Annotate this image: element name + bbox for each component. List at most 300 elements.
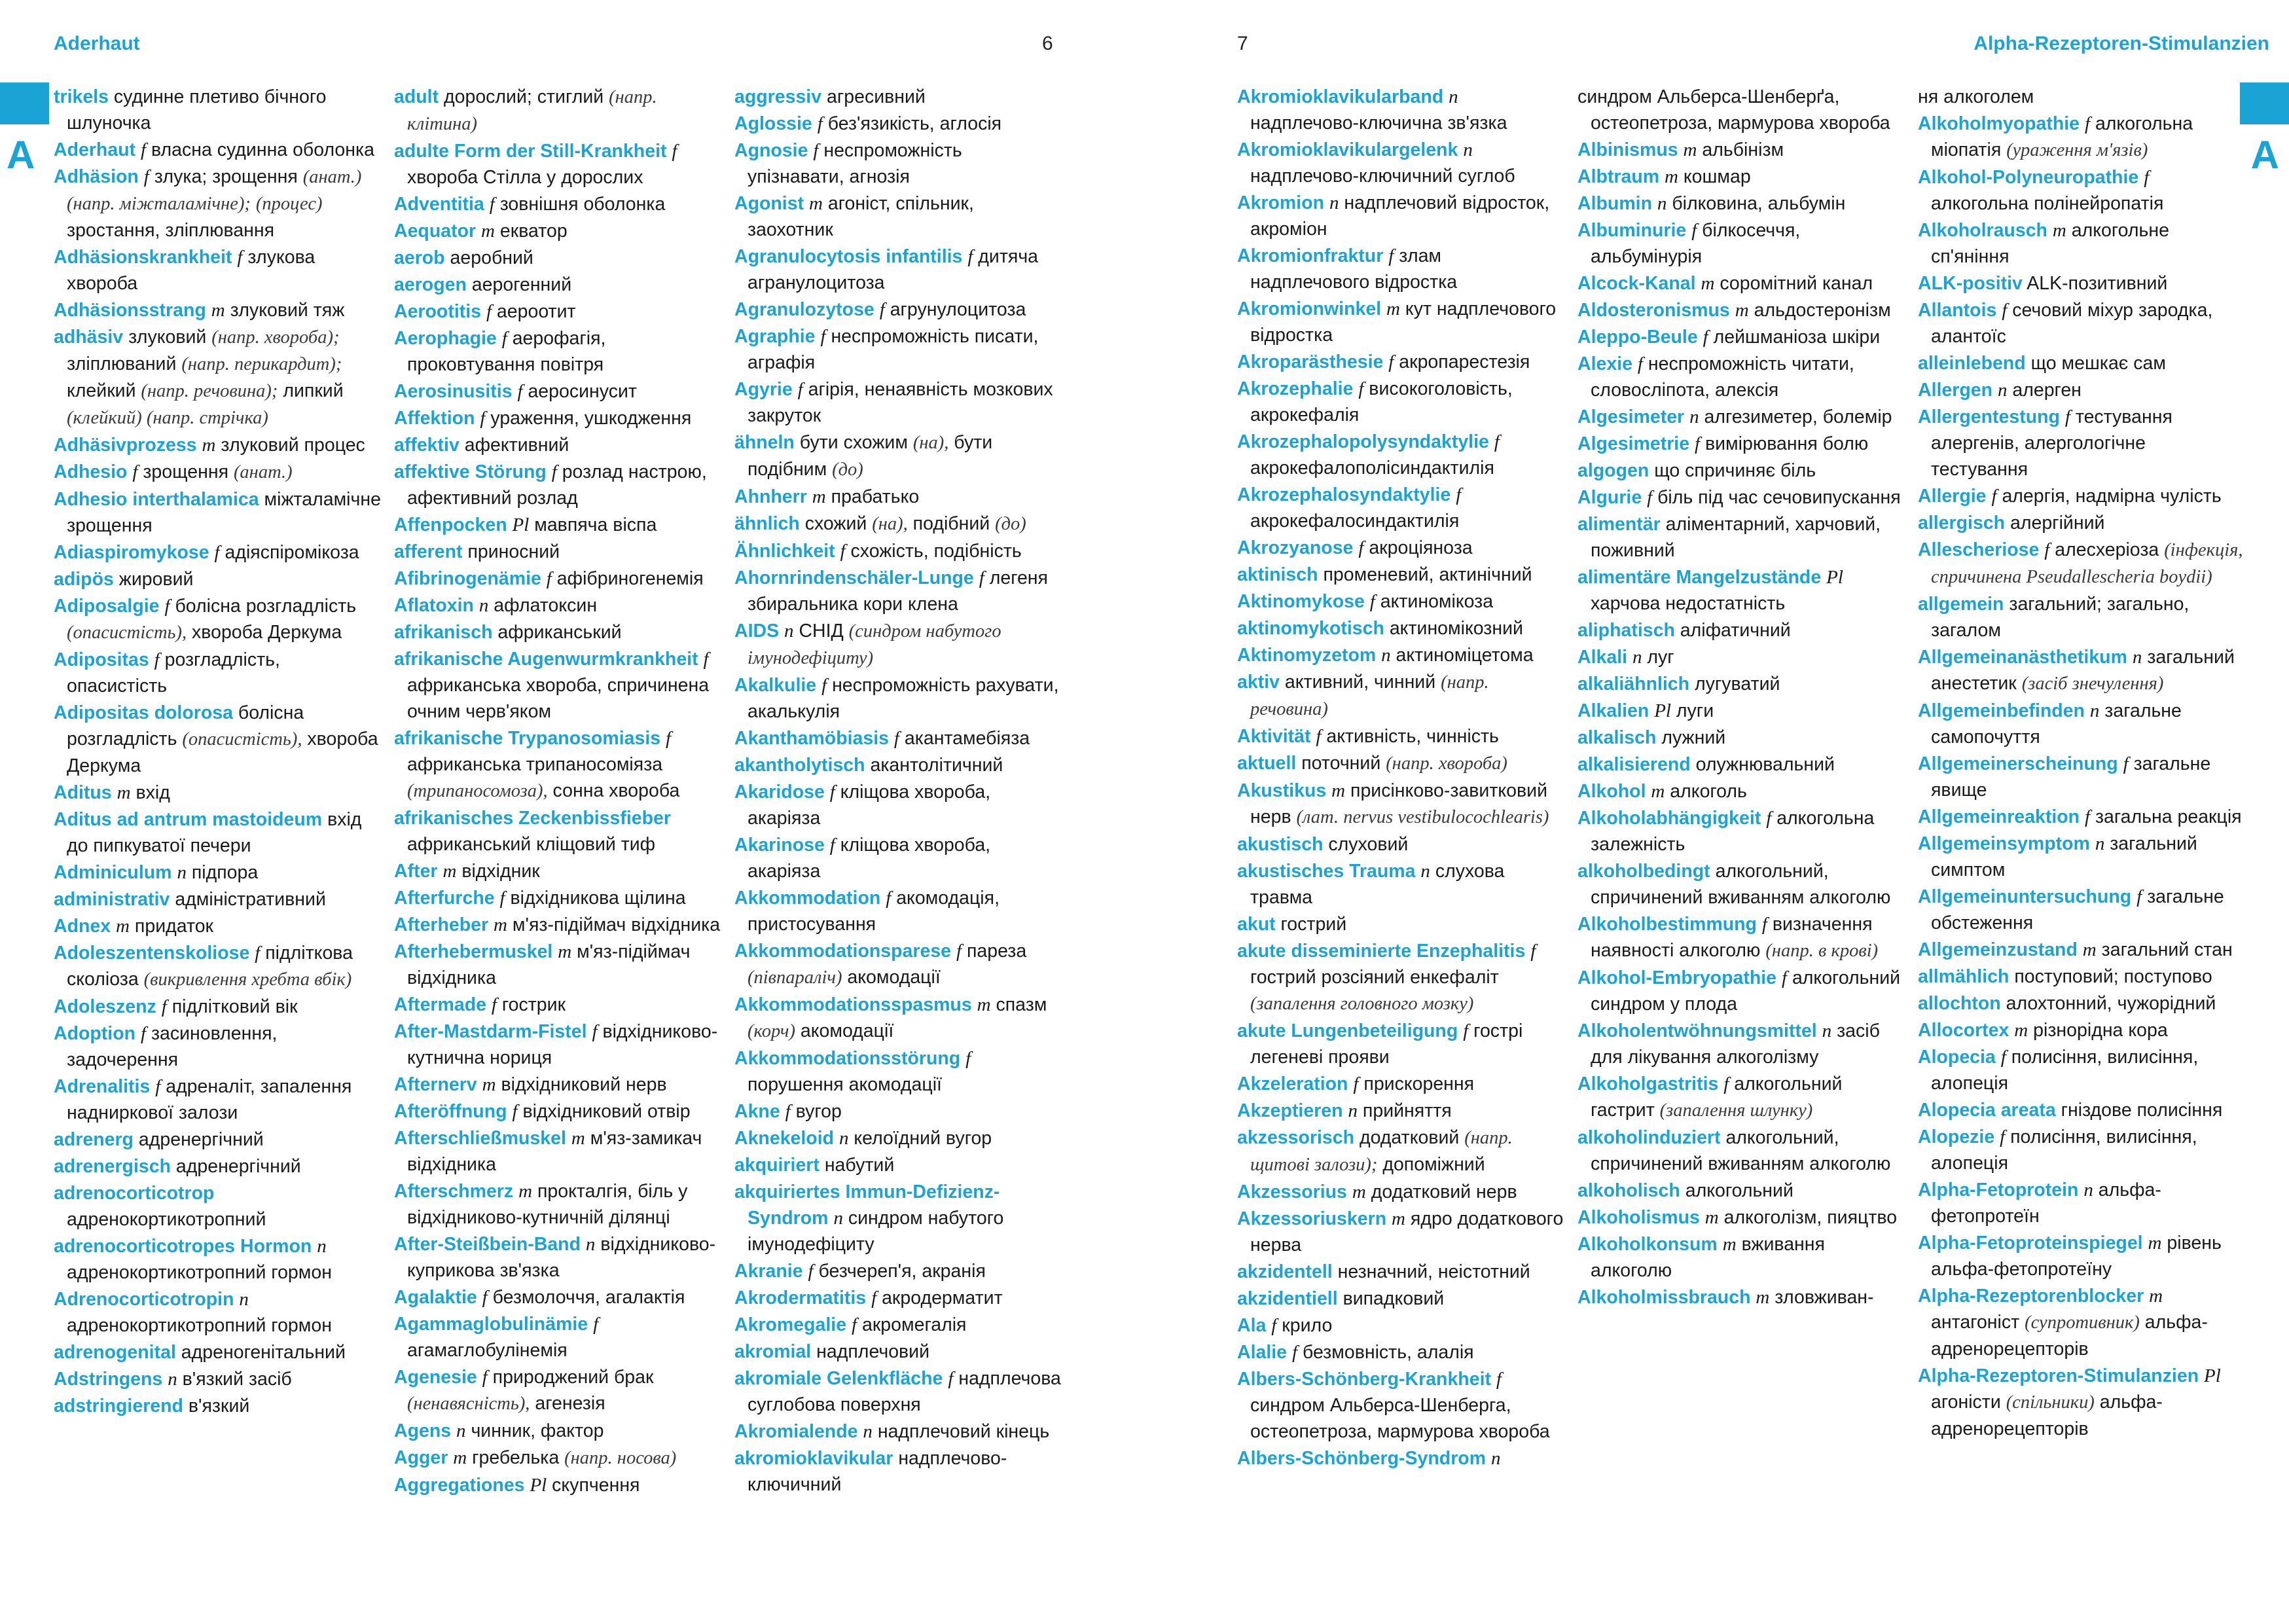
headword: Agyrie xyxy=(734,379,793,400)
dictionary-entry xyxy=(734,938,1062,991)
headword: Allantois xyxy=(1918,300,1997,321)
headword: aktiv xyxy=(1237,672,1280,693)
translation: незначний, неістотний xyxy=(1337,1261,1530,1282)
translation: відхідникова щілина xyxy=(510,888,686,909)
translation: аерогенний xyxy=(471,274,572,295)
translation: бути подібним xyxy=(748,432,993,480)
headword: Akranie xyxy=(734,1261,803,1282)
translation: алесхеріоза xyxy=(2055,539,2159,560)
headword: Akromialende xyxy=(734,1421,858,1442)
gender-marker: m xyxy=(2148,1233,2162,1254)
dictionary-entry xyxy=(54,1233,381,1286)
gender-marker: f xyxy=(1316,726,1322,747)
translation: природжений брак xyxy=(492,1367,654,1388)
gender-marker: f xyxy=(486,301,492,322)
translation: біль під час сечовипускання xyxy=(1657,487,1901,508)
translation: акантамебіяза xyxy=(904,728,1030,749)
gender-marker: f xyxy=(489,194,495,215)
dictionary-entry xyxy=(1237,349,1564,375)
usage-note: (супротивник) xyxy=(2025,1312,2140,1333)
translation: прабатько xyxy=(831,486,920,507)
headword: akromial xyxy=(734,1341,812,1362)
dictionary-entry xyxy=(1237,429,1564,481)
headword: Aditus xyxy=(54,782,112,803)
dictionary-entry xyxy=(1918,377,2245,403)
headword: Alpha-Rezeptorenblocker xyxy=(1918,1286,2144,1307)
translation: пареза xyxy=(966,941,1027,962)
dictionary-entry xyxy=(1918,964,2245,990)
translation: афективний xyxy=(464,435,569,456)
dictionary-entry xyxy=(1918,270,2245,297)
translation: алкогольне сп'яніння xyxy=(1931,220,2169,267)
translation: м'яз-замикач відхідника xyxy=(407,1128,702,1175)
translation: болісна розгладлість xyxy=(175,596,357,617)
translation: агірія, ненаявність мозкових закруток xyxy=(748,379,1053,426)
headword: Adoption xyxy=(54,1023,136,1044)
gender-marker: f xyxy=(2144,167,2150,188)
dictionary-entry xyxy=(1577,84,1905,136)
dictionary-entry xyxy=(1577,1071,1905,1124)
dictionary-entry xyxy=(1918,591,2245,643)
translation: адренокортикотропний гормон xyxy=(67,1262,332,1283)
translation: загальне явище xyxy=(1931,753,2211,801)
headword: Adrenalitis xyxy=(54,1076,151,1097)
translation: загальна реакція xyxy=(2095,806,2242,827)
usage-note: (корч) xyxy=(748,1021,795,1041)
dictionary-entry xyxy=(1577,270,1905,297)
gender-marker: f xyxy=(491,994,497,1015)
dictionary-entry xyxy=(54,486,381,539)
dictionary-entry xyxy=(394,1072,721,1098)
translation: екватор xyxy=(499,221,568,242)
dictionary-entry xyxy=(54,137,381,163)
gender-marker: m xyxy=(1704,1207,1719,1228)
dictionary-entry xyxy=(54,1366,381,1392)
left-thumb-tab xyxy=(0,82,49,124)
translation: схожий xyxy=(804,513,867,534)
headword: alkaliähnlich xyxy=(1577,674,1690,695)
headword: Affenpocken xyxy=(394,514,507,535)
headword: Agonist xyxy=(734,193,804,214)
headword: Aftermade xyxy=(394,994,486,1015)
headword: ähnlich xyxy=(734,513,800,534)
dictionary-entry xyxy=(54,1286,381,1339)
usage-note: (ненавясність), xyxy=(407,1394,530,1414)
dictionary-entry xyxy=(1237,376,1564,428)
dictionary-entry xyxy=(394,858,721,884)
usage-note: (процес) xyxy=(255,194,323,214)
translation: вугор xyxy=(795,1101,842,1122)
translation: м'яз-підіймач відхідника xyxy=(512,914,721,935)
headword: After xyxy=(394,861,438,882)
gender-marker: m xyxy=(453,1447,467,1468)
translation: загальне обстеження xyxy=(1931,886,2224,933)
gender-marker: f xyxy=(154,649,160,670)
usage-note: (запалення шлунку) xyxy=(1659,1100,1813,1121)
headword: Agammaglobulinämie xyxy=(394,1314,588,1335)
translation: неспроможність рахувати, акалькулія xyxy=(748,675,1059,722)
translation: алкогольна міопатія xyxy=(1931,113,2193,160)
gender-marker: m xyxy=(1331,780,1346,801)
translation: аеросинусит xyxy=(528,381,637,402)
dictionary-entry xyxy=(1237,1098,1564,1124)
headword: Allgemeinerscheinung xyxy=(1918,753,2118,774)
headword: akute disseminierte Enzephalitis xyxy=(1237,941,1526,962)
translation: злукова хвороба xyxy=(67,247,315,294)
translation: випадковий xyxy=(1343,1288,1445,1309)
dictionary-entry xyxy=(1577,137,1905,163)
translation: альдостеронізм xyxy=(1754,300,1891,321)
gender-marker: f xyxy=(829,782,835,803)
gender-marker: f xyxy=(1761,914,1767,935)
headword: Akkommodationsspasmus xyxy=(734,994,972,1015)
headword: Allergie xyxy=(1918,486,1987,507)
headword: Albers-Schönberg-Krankheit xyxy=(1237,1369,1491,1390)
dictionary-entry xyxy=(54,886,381,912)
dictionary-entry xyxy=(394,138,721,190)
dictionary-entry xyxy=(394,84,721,137)
translation: вхід до пипкуватої печери xyxy=(67,809,362,856)
gender-marker: m xyxy=(442,861,457,882)
dictionary-entry xyxy=(1237,190,1564,242)
headword: administrativ xyxy=(54,889,170,910)
dictionary-entry xyxy=(54,566,381,592)
translation: алергія, надмірна чулість xyxy=(2002,486,2222,507)
gender-marker: f xyxy=(666,728,672,749)
dictionary-entry xyxy=(1918,217,2245,270)
translation: агоністи xyxy=(1931,1392,2001,1413)
translation: соромітний канал xyxy=(1720,273,1873,294)
headword: AIDS xyxy=(734,621,780,641)
translation: ня алкоголем xyxy=(1918,86,2034,107)
dictionary-entry xyxy=(1237,1125,1564,1178)
dictionary-entry xyxy=(394,1284,721,1310)
headword: Aerosinusitis xyxy=(394,381,513,402)
dictionary-entry xyxy=(1577,858,1905,911)
translation: легеня збиральника кори клена xyxy=(748,568,1048,615)
dictionary-entry xyxy=(394,272,721,298)
headword: Albtraum xyxy=(1577,166,1660,187)
right-page xyxy=(1163,0,2289,1624)
dictionary-entry xyxy=(1237,938,1564,1017)
gender-marker: f xyxy=(1271,1315,1277,1336)
translation: жировий xyxy=(118,569,194,590)
left-page-number: 6 xyxy=(1042,33,1053,54)
gender-marker: f xyxy=(2000,1047,2006,1068)
translation: зрощення xyxy=(143,461,229,482)
gender-marker: f xyxy=(1494,431,1500,452)
translation: білкосеччя, альбумінурія xyxy=(1591,220,1801,267)
translation: злука; зрощення xyxy=(154,166,298,187)
headword: Afterhebermuskel xyxy=(394,941,553,962)
headword: adrenerg xyxy=(54,1129,134,1150)
headword: Aktinomyzetom xyxy=(1237,645,1377,666)
gender-marker: n xyxy=(1632,647,1642,668)
gender-marker: f xyxy=(1530,941,1536,962)
headword: Adhäsionskrankheit xyxy=(54,247,232,268)
dictionary-entry xyxy=(54,940,381,993)
gender-marker: f xyxy=(956,941,962,962)
translation: поступовий; поступово xyxy=(2014,966,2212,987)
headword: Akromegalie xyxy=(734,1314,847,1335)
headword: Ala xyxy=(1237,1315,1267,1336)
headword: allmählich xyxy=(1918,966,2010,987)
left-column-2 xyxy=(394,84,721,1609)
gender-marker: f xyxy=(161,996,167,1017)
translation: СНІД xyxy=(799,621,844,641)
headword: Aldosteronismus xyxy=(1577,300,1730,321)
gender-marker: f xyxy=(1781,967,1788,988)
headword: Alpha-Rezeptoren-Stimulanzien xyxy=(1918,1365,2199,1386)
gender-marker: f xyxy=(593,1314,599,1335)
headword: Alkoholabhängigkeit xyxy=(1577,808,1761,829)
dictionary-entry xyxy=(394,939,721,991)
translation: поточний xyxy=(1301,753,1381,774)
headword: Adminiculum xyxy=(54,862,172,883)
headword: Ahnherr xyxy=(734,486,807,507)
translation: акомодація, пристосування xyxy=(748,888,1000,935)
translation: полисіння, вилисіння, алопеція xyxy=(1931,1127,2197,1174)
gender-marker: n xyxy=(456,1420,466,1441)
translation: власна судинна оболонка xyxy=(151,139,374,160)
headword: adrenogenital xyxy=(54,1342,176,1363)
dictionary-entry xyxy=(394,539,721,565)
dictionary-entry xyxy=(1577,617,1905,643)
dictionary-entry xyxy=(54,164,381,244)
dictionary-entry xyxy=(1577,431,1905,457)
gender-marker: f xyxy=(948,1368,954,1389)
dictionary-entry xyxy=(1237,482,1564,534)
dictionary-entry xyxy=(54,539,381,566)
dictionary-entry xyxy=(1237,1018,1564,1070)
gender-marker: f xyxy=(820,326,826,347)
translation: високоголовість, акрокефалія xyxy=(1250,378,1513,425)
translation: адміністративний xyxy=(175,889,326,910)
dictionary-entry xyxy=(1237,858,1564,911)
headword: Alkoholkonsum xyxy=(1577,1234,1718,1255)
translation: надплечова суглобова поверхня xyxy=(748,1368,1061,1415)
dictionary-entry xyxy=(1237,615,1564,641)
dictionary-entry xyxy=(734,111,1062,137)
dictionary-entry xyxy=(1577,217,1905,270)
translation: вимірювання болю xyxy=(1704,433,1869,454)
translation: ALK-позитивний xyxy=(2027,273,2168,294)
gender-marker: Pl xyxy=(512,514,530,535)
usage-note: (на), xyxy=(872,514,908,534)
headword: Alkohol-Embryopathie xyxy=(1577,967,1777,988)
gender-marker: f xyxy=(1695,433,1701,454)
dictionary-entry xyxy=(734,1045,1062,1098)
dictionary-entry xyxy=(1577,1018,1905,1070)
headword: Algesimetrie xyxy=(1577,433,1690,454)
dictionary-entry xyxy=(394,1019,721,1071)
gender-marker: m xyxy=(494,914,507,935)
gender-marker: f xyxy=(967,246,973,267)
headword: Akzessorius xyxy=(1237,1182,1347,1202)
headword: Agnosie xyxy=(734,140,808,161)
headword: Alkali xyxy=(1577,647,1628,668)
dictionary-entry xyxy=(734,1312,1062,1338)
dictionary-entry xyxy=(1577,805,1905,857)
usage-note: (напр. речовина); xyxy=(141,381,278,401)
translation: мавпяча віспа xyxy=(534,514,657,535)
headword: akquiriertes Immun-Defizienz-Syndrom xyxy=(734,1182,1000,1229)
gender-marker: f xyxy=(499,888,505,909)
gender-marker: Pl xyxy=(530,1475,547,1496)
translation: визначення наявності алкоголю xyxy=(1591,914,1873,961)
usage-note: (анат.) (напр. міжталамічне); xyxy=(67,167,362,214)
headword: Alkoholrausch xyxy=(1918,220,2047,241)
translation: злуковий тяж xyxy=(230,300,345,321)
translation: алкогольна полінейропатія xyxy=(1931,193,2164,214)
translation: алкогольний гастрит xyxy=(1591,1074,1843,1121)
dictionary-entry xyxy=(734,1258,1062,1284)
headword: Akkommodationsstörung xyxy=(734,1048,961,1069)
usage-note: (напр. в крові) xyxy=(1765,941,1879,961)
dictionary-entry xyxy=(1577,484,1905,511)
usage-note: (напр. хвороба); xyxy=(211,327,340,348)
headword: aerogen xyxy=(394,274,467,295)
headword: adstringierend xyxy=(54,1396,183,1416)
dictionary-entry xyxy=(54,593,381,646)
gender-marker: f xyxy=(546,568,552,589)
translation: вживання алкоголю xyxy=(1591,1234,1825,1281)
gender-marker: Pl xyxy=(1826,567,1843,588)
gender-marker: m xyxy=(482,1074,496,1095)
headword: Afterschließmuskel xyxy=(394,1128,566,1149)
headword: alimentär xyxy=(1577,514,1661,535)
headword: Aglossie xyxy=(734,113,812,134)
headword: akantholytisch xyxy=(734,755,865,776)
gender-marker: n xyxy=(1657,193,1667,214)
headword: Akromionfraktur xyxy=(1237,245,1384,266)
headword: Alkoholmyopathie xyxy=(1918,113,2080,134)
gender-marker: f xyxy=(1723,1074,1729,1094)
headword: Afteröffnung xyxy=(394,1101,507,1122)
usage-note: (до) xyxy=(832,460,863,480)
headword: Akrozephalopolysyndaktylie xyxy=(1237,431,1489,452)
headword: Allgemeinbefinden xyxy=(1918,700,2085,721)
dictionary-entry xyxy=(1577,1284,1905,1310)
dictionary-entry xyxy=(54,1074,381,1126)
right-thumb-tab xyxy=(2240,82,2289,124)
translation: загальний симптом xyxy=(1931,833,2197,880)
dictionary-entry xyxy=(394,512,721,538)
gender-marker: m xyxy=(116,916,130,937)
translation: відхідниково-кутнична нориця xyxy=(407,1021,718,1068)
left-column-1 xyxy=(54,84,381,1609)
translation: акроціяноза xyxy=(1369,537,1473,558)
dictionary-entry xyxy=(734,323,1062,376)
translation: придаток xyxy=(134,916,214,937)
dictionary-entry xyxy=(734,1285,1062,1311)
dictionary-entry xyxy=(1918,698,2245,750)
headword: akute Lungenbeteiligung xyxy=(1237,1020,1458,1041)
dictionary-entry xyxy=(54,459,381,486)
headword: Alkoholbestimmung xyxy=(1577,914,1757,935)
gender-marker: f xyxy=(1703,327,1708,348)
dictionary-entry xyxy=(54,1393,381,1419)
translation: акомодації xyxy=(847,967,941,988)
headword: akzidentiell xyxy=(1237,1288,1338,1309)
translation: гніздове полисіння xyxy=(2061,1100,2223,1121)
dictionary-entry xyxy=(1918,537,2245,590)
headword: Akromioklavikulargelenk xyxy=(1237,139,1458,160)
headword: alkoholbedingt xyxy=(1577,861,1710,882)
translation: зліплюваний xyxy=(67,353,177,374)
dictionary-entry xyxy=(54,780,381,806)
usage-note: (до) xyxy=(995,514,1026,534)
dictionary-entry xyxy=(734,1179,1062,1257)
headword: Adoleszenz xyxy=(54,996,156,1017)
dictionary-entry xyxy=(54,647,381,699)
headword: Adventitia xyxy=(394,194,484,215)
gender-marker: f xyxy=(2085,806,2091,827)
dictionary-entry xyxy=(1918,644,2245,697)
translation: алохтонний, чужорідний xyxy=(2006,993,2216,1014)
headword: Afterfurche xyxy=(394,888,495,909)
translation: різнорідна кора xyxy=(2033,1020,2168,1041)
translation: рівень альфа-фетопротеїну xyxy=(1931,1233,2222,1280)
dictionary-entry xyxy=(54,859,381,886)
translation: чинник, фактор xyxy=(471,1420,604,1441)
headword: Adrenocorticotropin xyxy=(54,1289,234,1310)
headword: Adoleszentenskoliose xyxy=(54,943,250,964)
translation: загальний; загально, загалом xyxy=(1931,594,2190,641)
gender-marker: m xyxy=(1665,166,1678,187)
gender-marker: m xyxy=(558,941,572,962)
headword: Aerophagie xyxy=(394,328,497,349)
usage-note: (клейкий) (напр. стрічка) xyxy=(67,408,268,428)
headword: Aknekeloid xyxy=(734,1128,835,1149)
translation: надплечовий xyxy=(816,1341,930,1362)
translation: аерофагія, проковтування повітря xyxy=(407,328,606,375)
headword: adipös xyxy=(54,569,114,590)
translation: болісна розгладлість xyxy=(67,702,304,749)
gender-marker: f xyxy=(2123,753,2129,774)
dictionary-entry xyxy=(1918,1017,2245,1043)
translation: загальний стан xyxy=(2101,939,2233,960)
gender-marker: Pl xyxy=(2204,1365,2221,1386)
left-running-head: Aderhaut xyxy=(54,33,140,54)
gender-marker: f xyxy=(214,542,220,563)
translation: дорослий; стиглий xyxy=(444,86,604,107)
translation: загальний анестетик xyxy=(1931,647,2235,694)
dictionary-entry xyxy=(1577,671,1905,697)
dictionary-entry xyxy=(1237,723,1564,749)
headword: Aflatoxin xyxy=(394,595,474,616)
dictionary-entry xyxy=(734,1152,1062,1178)
translation: синдром Альберса-Шенберґа, остеопетроза, мармурова хвороба xyxy=(1577,86,1890,134)
translation: м'яз-підіймач відхідника xyxy=(407,941,691,988)
gender-marker: f xyxy=(703,649,709,670)
headword: Afibrinogenämie xyxy=(394,568,541,589)
translation: безмолоччя, агалактія xyxy=(492,1287,685,1308)
gender-marker: f xyxy=(1991,486,1997,507)
headword: Akkommodation xyxy=(734,888,881,909)
translation: хвороба Деркума xyxy=(192,622,342,643)
headword: Agalaktie xyxy=(394,1287,477,1308)
dictionary-entry xyxy=(394,805,721,857)
dictionary-entry xyxy=(1237,1286,1564,1312)
dictionary-entry xyxy=(1918,164,2245,217)
dictionary-entry xyxy=(1577,965,1905,1017)
headword: akut xyxy=(1237,914,1276,935)
dictionary-entry xyxy=(734,672,1062,725)
translation: агамаглобулінемія xyxy=(407,1340,568,1361)
gender-marker: f xyxy=(517,381,523,402)
dictionary-entry xyxy=(1577,644,1905,670)
